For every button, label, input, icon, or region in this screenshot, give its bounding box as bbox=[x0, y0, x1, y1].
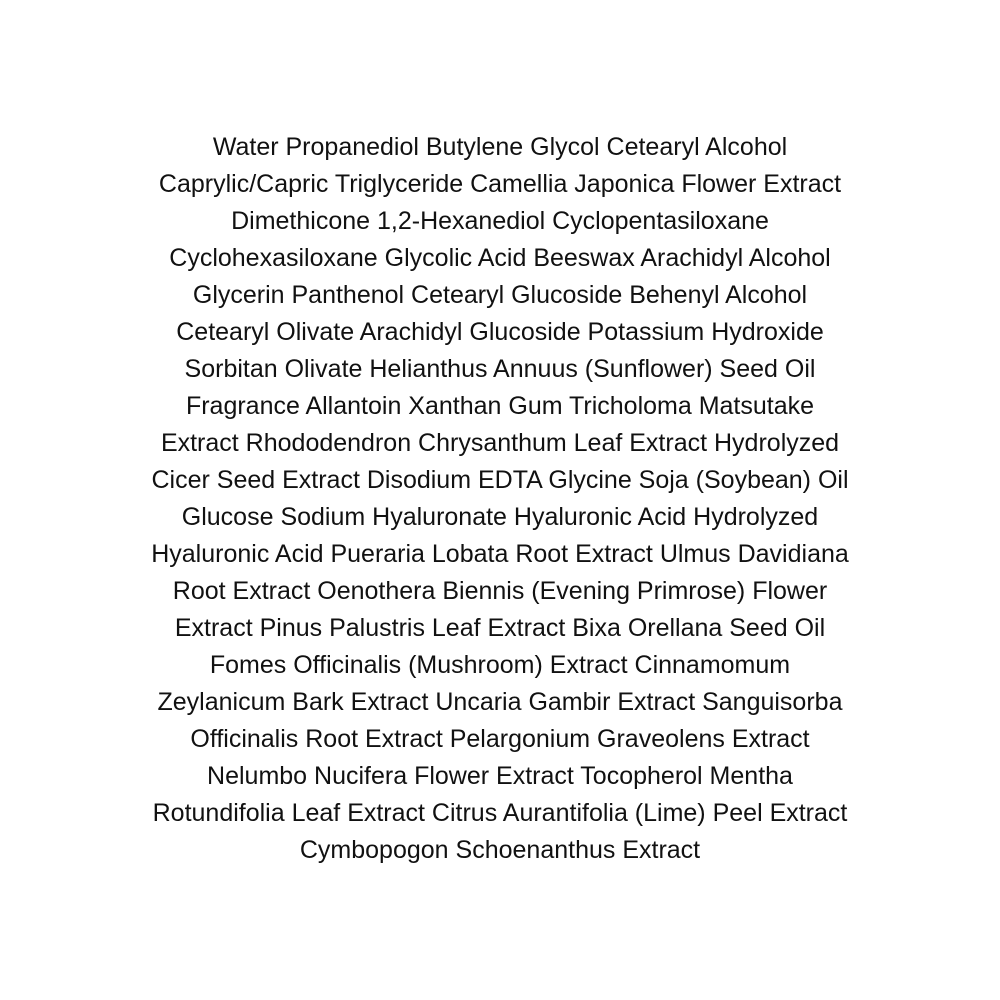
ingredient-line: Cyclohexasiloxane Glycolic Acid Beeswax Arachidyl Alcohol bbox=[169, 244, 831, 272]
ingredients-list bbox=[0, 129, 1000, 869]
ingredient-line: Caprylic/Capric Triglyceride Camellia Japonica Flower Extract bbox=[158, 170, 842, 198]
ingredient-line: Fomes Officinalis (Mushroom) Extract Cinnamomum bbox=[209, 651, 791, 679]
ingredient-line: Glycerin Panthenol Cetearyl Glucoside Behenyl Alcohol bbox=[192, 281, 808, 309]
ingredient-line: Cicer Seed Extract Disodium EDTA Glycine Soja (Soybean) Oil bbox=[151, 466, 849, 494]
ingredient-line: Cymbopogon Schoenanthus Extract bbox=[299, 836, 701, 864]
ingredient-line: Cetearyl Olivate Arachidyl Glucoside Potassium Hydroxide bbox=[176, 318, 824, 346]
ingredient-line: Root Extract Oenothera Biennis (Evening Primrose) Flower bbox=[172, 577, 828, 605]
ingredient-line: Glucose Sodium Hyaluronate Hyaluronic Acid Hydrolyzed bbox=[181, 503, 819, 531]
ingredient-line: Water Propanediol Butylene Glycol Cetearyl Alcohol bbox=[212, 133, 788, 161]
ingredient-line: Rotundifolia Leaf Extract Citrus Aurantifolia (Lime) Peel Extract bbox=[152, 799, 848, 827]
ingredient-line: Nelumbo Nucifera Flower Extract Tocopherol Mentha bbox=[207, 762, 793, 790]
ingredient-line: Officinalis Root Extract Pelargonium Graveolens Extract bbox=[190, 725, 810, 753]
ingredient-line: Extract Pinus Palustris Leaf Extract Bixa Orellana Seed Oil bbox=[174, 614, 826, 642]
ingredient-line: Hyaluronic Acid Pueraria Lobata Root Extract Ulmus Davidiana bbox=[151, 540, 849, 568]
ingredient-line: Extract Rhododendron Chrysanthum Leaf Extract Hydrolyzed bbox=[160, 429, 840, 457]
ingredient-line: Sorbitan Olivate Helianthus Annuus (Sunflower) Seed Oil bbox=[184, 355, 816, 383]
ingredient-line: Dimethicone 1,2-Hexanediol Cyclopentasiloxane bbox=[231, 207, 769, 235]
ingredient-line: Zeylanicum Bark Extract Uncaria Gambir Extract Sanguisorba bbox=[157, 688, 843, 716]
ingredient-line: Fragrance Allantoin Xanthan Gum Tricholoma Matsutake bbox=[185, 392, 815, 420]
